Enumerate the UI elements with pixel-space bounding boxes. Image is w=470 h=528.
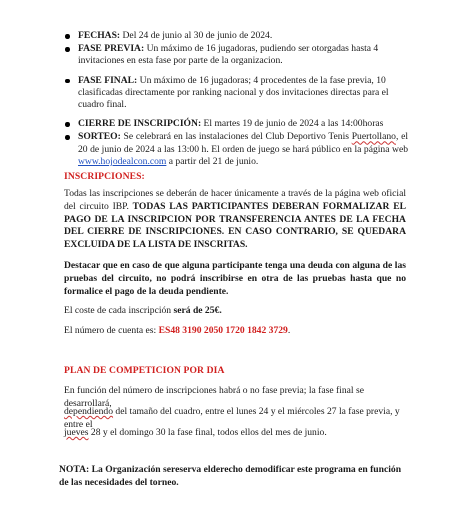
plan-line-3 xyxy=(64,427,406,440)
coste-amount: será de 25€. xyxy=(173,305,222,316)
inscripciones-text: Todas las inscripciones se deberán de hacer únicamente a través de la página web oficial del circuito IBP. xyxy=(64,188,406,212)
item-text: Se celebrará en las instalaciones del Club Deportivo Tenis xyxy=(120,131,352,143)
bullet-icon xyxy=(65,135,70,140)
bullet-icon xyxy=(65,34,70,39)
item-label: FASE PREVIA: xyxy=(78,43,145,55)
list-item-cierre xyxy=(78,118,408,130)
list-item-fase-previa xyxy=(78,43,408,67)
plan-word: dependiendo xyxy=(64,406,114,417)
cuenta-paragraph xyxy=(64,325,406,338)
plan-line-1: En función del número de inscripciones habrá o no fase previa; la fase final se desarrollará, xyxy=(64,385,364,409)
item-text: , el 20 de junio de 2024 a las 13:00 h. El orden de juego se hará público en la página web xyxy=(78,131,408,155)
cuenta-text: El número de cuenta es: xyxy=(64,325,159,336)
list-item-sorteo xyxy=(78,131,408,168)
club-name: Puertollano xyxy=(351,131,396,143)
item-label: SORTEO: xyxy=(78,131,121,143)
nota-paragraph: NOTA: La Organización sereserva elderecho demodificar este programa en función de las necesidades del torneo. xyxy=(59,464,402,488)
plan-title: PLAN DE COMPETICION POR DIA xyxy=(64,365,225,376)
bullet-icon xyxy=(65,79,70,84)
plan-word: jueves xyxy=(64,427,89,438)
item-text: Un máximo de 16 jugadoras, pudiendo ser otorgadas hasta 4 invitaciones en esta fase por parte de la organizacion. xyxy=(78,43,379,67)
website-link[interactable]: www.hojodealcon.com xyxy=(78,155,167,167)
bullet-icon xyxy=(65,47,70,52)
details-list xyxy=(78,30,408,169)
item-label: FASE FINAL: xyxy=(78,74,138,86)
coste-paragraph xyxy=(64,305,406,318)
inscripciones-paragraph xyxy=(64,188,406,252)
plan-text: del tamaño del cuadro, entre el lunes 24 y el miércoles 27 la fase previa, y entre el xyxy=(64,406,400,430)
item-text: El martes 19 de junio de 2024 a las 14:00horas xyxy=(201,118,384,130)
cuenta-end: . xyxy=(287,325,291,336)
list-item-fase-final xyxy=(78,75,408,112)
bullet-icon xyxy=(65,122,70,127)
plan-text: 28 y el domingo 30 la fase final, todos ellos del mes de junio. xyxy=(88,427,327,438)
item-text: a partir del 21 de junio. xyxy=(166,155,259,167)
cuenta-number: ES48 3190 2050 1720 1842 3729 xyxy=(158,325,288,336)
item-text: Del 24 de junio al 30 de junio de 2024. xyxy=(120,30,273,41)
deuda-paragraph: Destacar que en caso de que alguna participante tenga una deuda con alguna de las pruebas del circuito, no podrá inscribirse en otra de las pruebas hasta que no formalice el pago de la deuda pendiente. xyxy=(64,260,406,297)
item-label: CIERRE DE INSCRIPCIÓN: xyxy=(78,118,202,130)
list-item-fechas xyxy=(78,30,408,42)
item-label: FECHAS: xyxy=(78,30,121,41)
inscripciones-title: INSCRIPCIONES: xyxy=(64,171,145,182)
coste-text: El coste de cada inscripción xyxy=(64,305,174,316)
inscripciones-warning: TODAS LAS PARTICIPANTES DEBERAN FORMALIZAR EL PAGO DE LA INSCRIPCION POR TRANSFERENCIA ANTES DE LA FECHA DEL CIERRE DE INSCRIPCIONES. EN CASO CONTRARIO, SE QUEDARA EXCLUIDA DE LA LISTA DE INSCRITAS. xyxy=(64,200,406,251)
item-text: Un máximo de 16 jugadoras; 4 procedentes de la fase previa, 10 clasificadas directamente por ranking nacional y dos invitaciones directas para el cuadro final. xyxy=(78,74,389,111)
